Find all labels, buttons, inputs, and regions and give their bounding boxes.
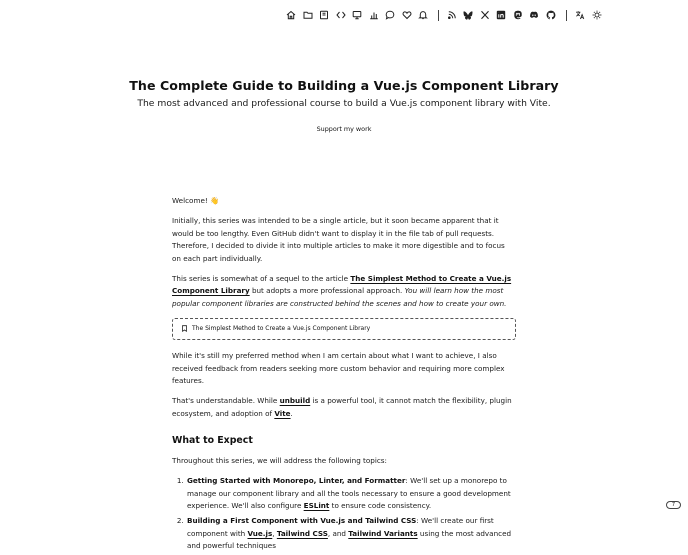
tailwind-variants-link[interactable]: Tailwind Variants: [348, 528, 418, 538]
heart-icon[interactable]: [402, 10, 412, 20]
divider: [438, 10, 439, 21]
eslint-link[interactable]: ESLint: [303, 501, 330, 511]
sun-icon[interactable]: [592, 10, 602, 20]
book-icon[interactable]: [319, 10, 329, 20]
list-item: 1. Getting Started with Monorepo, Linter, and Formatter: We'll set up a monorepo to manage our component library and all the tools necessary to ensure a good development experience. We'll also configure ESLint to ensure code consistency.: [186, 475, 516, 513]
tailwind-css-link[interactable]: Tailwind CSS: [276, 528, 328, 538]
folder-icon[interactable]: [303, 10, 313, 20]
section-heading: What to Expect: [172, 435, 253, 447]
rss-icon[interactable]: [447, 10, 457, 20]
x-icon[interactable]: [480, 10, 490, 20]
github-icon[interactable]: [546, 10, 556, 20]
linkedin-icon[interactable]: [496, 10, 506, 20]
presentation-icon[interactable]: [352, 10, 362, 20]
bluesky-icon[interactable]: [463, 10, 473, 20]
article-body: [172, 195, 516, 555]
topics-intro: Throughout this series, we will address the following topics:: [172, 456, 387, 466]
feedback-paragraph: While it's still my preferred method when I am certain about what I want to achieve, I also received feedback from readers seeking more custom behavior and requiring more complex features.: [172, 350, 505, 386]
translate-icon[interactable]: [575, 10, 585, 20]
page-title: The Complete Guide to Building a Vue.js Component Library: [129, 78, 559, 93]
sequel-paragraph: This series is somewhat of a sequel to the article The Simplest Method to Create a Vue.js Component Library but adopts a more professional approach. You will learn how the most popular component libraries are constructed behind the scenes and how to create your own.: [172, 273, 512, 308]
code-icon[interactable]: [336, 10, 346, 20]
top-navigation: [286, 8, 608, 22]
bell-icon[interactable]: [418, 10, 428, 20]
support-link[interactable]: Support my work: [316, 125, 372, 133]
article-bookmark-card[interactable]: [172, 318, 516, 340]
bookmark-icon: [181, 325, 188, 332]
list-item: 2. Building a First Component with Vue.js and Tailwind CSS: We'll create our first component with Vue.js, Tailwind CSS, and Tailwind Variants using the most advanced and powerful techniques: [186, 515, 516, 553]
vuejs-link[interactable]: Vue.js: [247, 528, 273, 538]
welcome-text: Welcome! 👋: [172, 196, 219, 205]
divider: [566, 10, 567, 21]
intro-paragraph: Initially, this series was intended to be a single article, but it soon became apparent that it would be too lengthy. Even GitHub didn't want to display it in the file tab of pull requests. Therefore, I decided to divide it into multiple articles to make it more digestible and to focus on each part individually.: [172, 215, 505, 263]
page-indicator[interactable]: 7: [666, 501, 681, 509]
discord-icon[interactable]: [529, 10, 539, 20]
chat-icon[interactable]: [385, 10, 395, 20]
home-icon[interactable]: [286, 10, 296, 20]
hero-section: [0, 78, 688, 135]
mastodon-icon[interactable]: [513, 10, 523, 20]
vite-paragraph: That's understandable. While unbuild is a powerful tool, it cannot match the flexibility, plugin ecosystem, and adoption of Vite.: [172, 396, 512, 418]
simplest-method-link[interactable]: The Simplest Method to Create a Vue.js Component Library: [172, 273, 512, 296]
page-subtitle: The most advanced and professional course to build a Vue.js component library with Vite.: [137, 98, 551, 109]
bookmark-label: The Simplest Method to Create a Vue.js Component Library: [192, 324, 371, 332]
topics-list: [172, 475, 516, 553]
chart-icon[interactable]: [369, 10, 379, 20]
vite-link[interactable]: Vite: [274, 408, 291, 418]
unbuild-link[interactable]: unbuild: [279, 396, 311, 406]
